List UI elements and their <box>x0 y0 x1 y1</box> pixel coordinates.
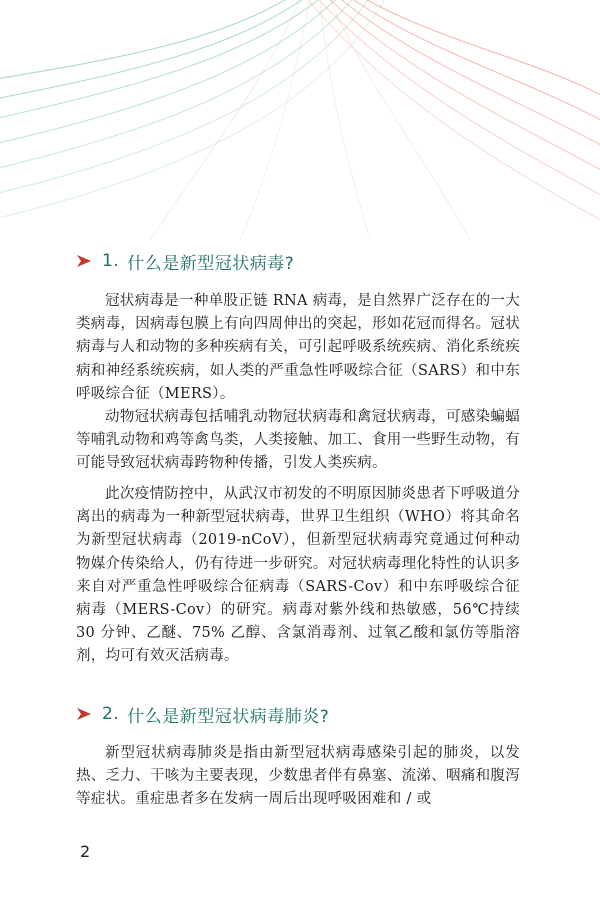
arrow-right-icon <box>76 707 92 721</box>
section-title: 什么是新型冠状病毒肺炎? <box>127 706 330 727</box>
section-1-heading <box>76 247 294 275</box>
section-number: 2. <box>102 704 120 724</box>
page-number: 2 <box>80 842 91 861</box>
paragraph: 新型冠状病毒肺炎是指由新型冠状病毒感染引起的肺炎，以发热、乏力、干咳为主要表现，少数患者伴有鼻塞、流涕、咽痛和腹泻等症状。重症患者多在发病一周后出现呼吸困难和 / 或 <box>76 745 520 808</box>
section-2-heading <box>76 700 329 728</box>
section-title: 什么是新型冠状病毒? <box>127 253 295 274</box>
decorative-background-swirls <box>0 0 600 240</box>
paragraph: 冠状病毒是一种单股正链 RNA 病毒，是自然界广泛存在的一大类病毒，因病毒包膜上有向四周伸出的突起，形如花冠而得名。冠状病毒与人和动物的多种疾病有关，可引起呼吸系统疾病、消化系统疾病和神经系统疾病，如人类的严重急性呼吸综合征（SARS）和中东呼吸综合征（MERS）。 <box>76 293 520 402</box>
section-number: 1. <box>102 251 120 271</box>
arrow-right-icon <box>76 254 92 268</box>
paragraph: 此次疫情防控中，从武汉市初发的不明原因肺炎患者下呼吸道分离出的病毒为一种新型冠状病毒，世界卫生组织（WHO）将其命名为新型冠状病毒（2019-nCoV），但新型冠状病毒究竟通过何种动物媒介传染给人，仍有待进一步研究。对冠状病毒理化特性的认识多来自对严重急性呼吸综合征病毒（SARS-Cov）和中东呼吸综合征病毒（MERS-Cov）的研究。病毒对紫外线和热敏感，56℃持续 30 分钟、乙醚、75% 乙醇、含氯消毒剂、过氧乙酸和氯仿等脂溶剂，均可有效灭活病毒。 <box>76 486 520 665</box>
paragraph: 动物冠状病毒包括哺乳动物冠状病毒和禽冠状病毒，可感染蝙蝠等哺乳动物和鸡等禽鸟类，人类接触、加工、食用一些野生动物，有可能导致冠状病毒跨物种传播，引发人类疾病。 <box>76 409 520 472</box>
